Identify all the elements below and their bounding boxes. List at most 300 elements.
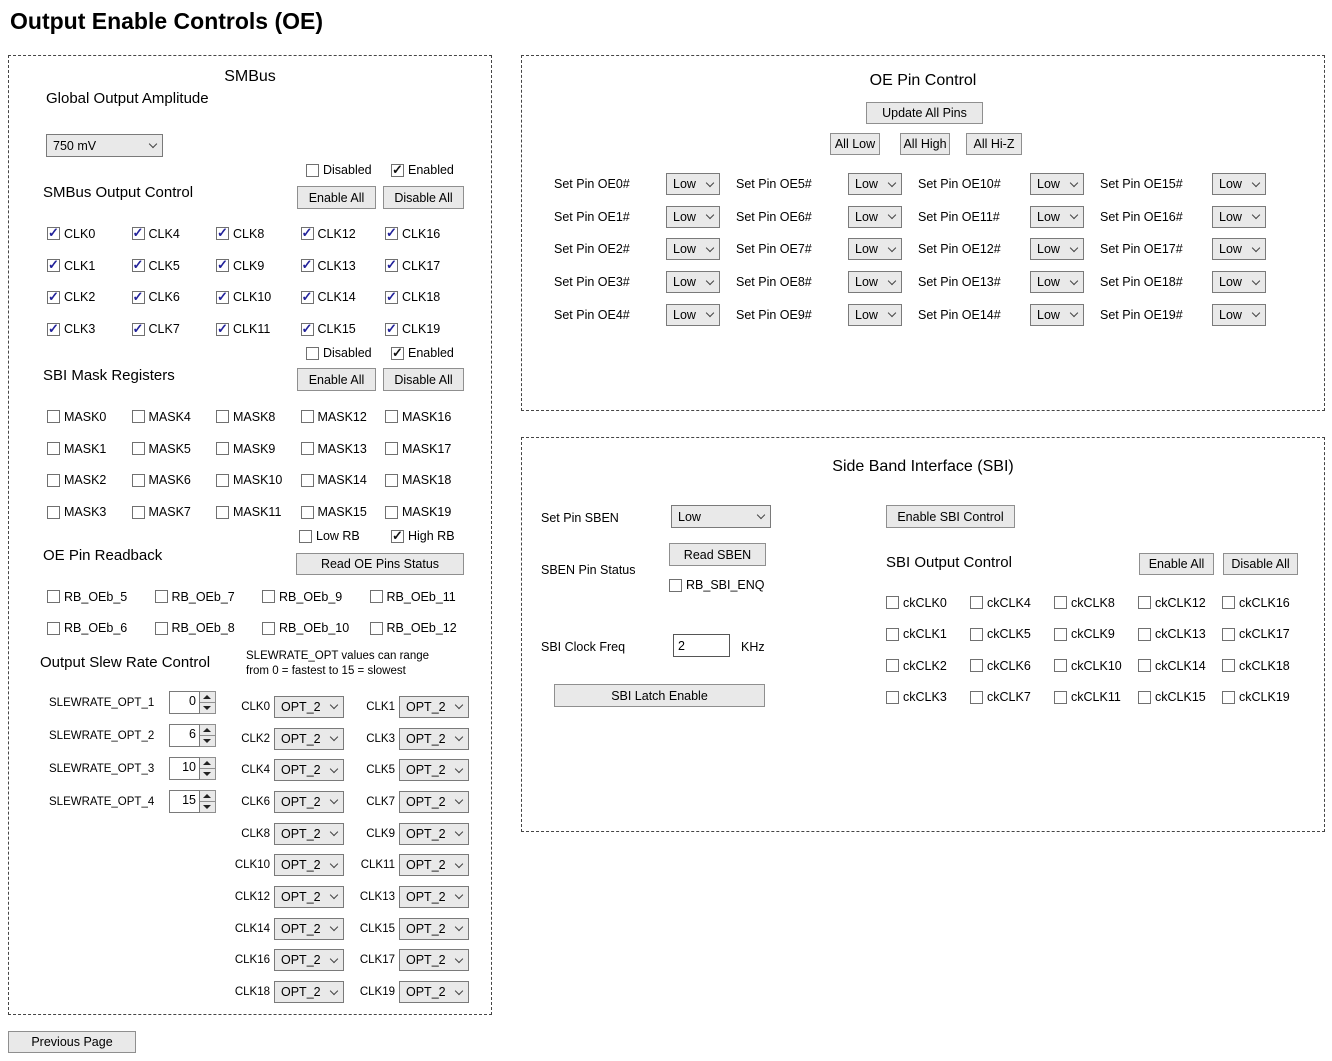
oe-pin-state-select[interactable] bbox=[1030, 206, 1084, 228]
sbi-disable-all-button[interactable]: Disable All bbox=[1223, 553, 1298, 575]
sbi-enable-all-button[interactable]: Enable All bbox=[1139, 553, 1214, 575]
high-rb-checkbox[interactable] bbox=[391, 529, 455, 543]
checkbox[interactable] bbox=[886, 596, 899, 609]
checkbox[interactable] bbox=[47, 474, 60, 487]
oe-pin-state-select[interactable] bbox=[1030, 238, 1084, 260]
checkbox-item[interactable] bbox=[385, 410, 470, 424]
checkbox-item[interactable] bbox=[1222, 596, 1306, 610]
oe-pin-state-select[interactable] bbox=[1030, 173, 1084, 195]
global-output-amplitude-label: Global Output Amplitude bbox=[46, 90, 209, 107]
slewrate-spinner-column bbox=[49, 686, 216, 818]
checkbox-label: MASK18 bbox=[402, 473, 452, 488]
chevron-down-icon bbox=[706, 179, 714, 187]
slew-opt-select[interactable] bbox=[274, 918, 344, 940]
slew-opt-value: OPT_2 bbox=[281, 985, 321, 1000]
checkbox[interactable] bbox=[1138, 596, 1151, 609]
checkbox[interactable] bbox=[385, 474, 398, 487]
checkbox-item[interactable] bbox=[47, 322, 132, 336]
slew-opt-select[interactable] bbox=[274, 949, 344, 971]
checkbox-item[interactable] bbox=[370, 621, 478, 635]
checkbox[interactable] bbox=[385, 227, 398, 240]
checkbox[interactable] bbox=[886, 628, 899, 641]
checkbox-item[interactable] bbox=[1054, 659, 1138, 673]
sben-pin-status-label: SBEN Pin Status bbox=[541, 563, 636, 577]
checkbox-item[interactable] bbox=[155, 621, 263, 635]
checkbox-item[interactable] bbox=[1054, 690, 1138, 704]
checkbox[interactable] bbox=[1222, 659, 1235, 672]
chevron-down-icon bbox=[330, 764, 338, 772]
checkbox-item[interactable] bbox=[47, 259, 132, 273]
checkbox[interactable] bbox=[1054, 691, 1067, 704]
checkbox[interactable] bbox=[132, 410, 145, 423]
spin-down-icon[interactable] bbox=[200, 769, 215, 779]
spinner-arrows[interactable] bbox=[200, 691, 216, 714]
slew-opt-select[interactable] bbox=[399, 759, 469, 781]
oe-pin-state-select[interactable] bbox=[848, 173, 902, 195]
checkbox[interactable] bbox=[216, 227, 229, 240]
checkbox[interactable] bbox=[1054, 596, 1067, 609]
checkbox-item[interactable] bbox=[262, 590, 370, 604]
slew-opt-select[interactable] bbox=[274, 823, 344, 845]
checkbox[interactable] bbox=[1054, 628, 1067, 641]
checkbox-item[interactable] bbox=[132, 442, 217, 456]
checkbox-label: MASK3 bbox=[64, 505, 107, 520]
slew-clk-label: CLK10 bbox=[234, 859, 270, 872]
checkbox-label: RB_OEb_11 bbox=[386, 589, 456, 604]
oe-pin-state-value: Low bbox=[855, 307, 878, 322]
checkbox-item[interactable] bbox=[155, 590, 263, 604]
mask-enabled-checkbox[interactable] bbox=[391, 346, 454, 360]
oe-pin-state-select[interactable] bbox=[1212, 206, 1266, 228]
checkbox-item[interactable] bbox=[301, 410, 386, 424]
checkbox-item[interactable] bbox=[1138, 627, 1222, 641]
chevron-down-icon bbox=[757, 511, 765, 519]
checkbox[interactable] bbox=[262, 590, 275, 603]
checkbox[interactable] bbox=[47, 622, 60, 635]
slew-opt-select[interactable] bbox=[274, 791, 344, 813]
oe-pin-state-select[interactable] bbox=[848, 304, 902, 326]
checkbox-item[interactable] bbox=[216, 442, 301, 456]
chevron-down-icon bbox=[1252, 244, 1260, 252]
chevron-down-icon bbox=[1252, 276, 1260, 284]
checkbox[interactable] bbox=[216, 442, 229, 455]
checkbox-label: RB_OEb_8 bbox=[171, 621, 235, 636]
slew-clk-row bbox=[353, 823, 469, 845]
slew-opt-value: OPT_2 bbox=[281, 921, 321, 936]
checkbox-item[interactable] bbox=[1222, 659, 1306, 673]
checkbox[interactable] bbox=[132, 442, 145, 455]
checkbox[interactable] bbox=[301, 291, 314, 304]
slew-clk-row bbox=[353, 949, 469, 971]
slew-opt-select[interactable] bbox=[399, 981, 469, 1003]
smbus-enabled-checkbox[interactable] bbox=[391, 163, 454, 177]
spin-up-icon[interactable] bbox=[200, 791, 215, 802]
spin-down-icon[interactable] bbox=[200, 703, 215, 713]
checkbox-item[interactable] bbox=[1222, 627, 1306, 641]
checkbox-item[interactable] bbox=[886, 690, 970, 704]
oe-pin-state-value: Low bbox=[855, 209, 878, 224]
chevron-down-icon bbox=[888, 276, 896, 284]
slew-opt-select[interactable] bbox=[399, 854, 469, 876]
checkbox-item[interactable] bbox=[132, 290, 217, 304]
checkbox-item[interactable] bbox=[886, 596, 970, 610]
all-low-button[interactable]: All Low bbox=[830, 133, 880, 155]
checkbox-label: ckCLK11 bbox=[1071, 690, 1121, 705]
checkbox-item[interactable] bbox=[47, 590, 155, 604]
checkbox[interactable] bbox=[301, 442, 314, 455]
oe-pin-label: Set Pin OE7# bbox=[736, 242, 812, 257]
checkbox[interactable] bbox=[47, 506, 60, 519]
checkbox-label: ckCLK2 bbox=[903, 658, 947, 673]
slewrate-spinner-label: SLEWRATE_OPT_1 bbox=[49, 696, 155, 709]
checkbox[interactable] bbox=[262, 622, 275, 635]
oe-pin-control-panel bbox=[521, 55, 1325, 411]
checkbox[interactable] bbox=[132, 506, 145, 519]
oe-pin-label: Set Pin OE16# bbox=[1100, 209, 1183, 224]
checkbox-item[interactable] bbox=[132, 322, 217, 336]
checkbox-label: ckCLK19 bbox=[1239, 690, 1290, 705]
checkbox-item[interactable] bbox=[886, 627, 970, 641]
slew-opt-select[interactable] bbox=[399, 823, 469, 845]
oe-pin-state-select[interactable] bbox=[848, 271, 902, 293]
checkbox-item[interactable] bbox=[370, 590, 478, 604]
checkbox[interactable] bbox=[301, 474, 314, 487]
checkbox[interactable] bbox=[370, 622, 383, 635]
checkbox-item[interactable] bbox=[385, 227, 470, 241]
checkbox[interactable] bbox=[132, 259, 145, 272]
slew-opt-select[interactable] bbox=[274, 886, 344, 908]
checkbox-item[interactable] bbox=[301, 259, 386, 273]
checkbox-item[interactable] bbox=[301, 505, 386, 519]
checkbox-item[interactable] bbox=[216, 322, 301, 336]
slew-opt-value: OPT_2 bbox=[281, 763, 321, 778]
checkbox[interactable] bbox=[1138, 691, 1151, 704]
spin-up-icon[interactable] bbox=[200, 758, 215, 769]
smbus-panel bbox=[8, 55, 492, 1015]
slew-clk-label: CLK19 bbox=[359, 986, 395, 999]
mask-enable-all-button[interactable]: Enable All bbox=[297, 368, 376, 391]
checkbox-item[interactable] bbox=[1222, 690, 1306, 704]
checkbox[interactable] bbox=[385, 291, 398, 304]
checkbox-item[interactable] bbox=[1054, 596, 1138, 610]
checkbox-item[interactable] bbox=[301, 442, 386, 456]
oe-pin-state-value: Low bbox=[673, 307, 696, 322]
checkbox-item[interactable] bbox=[47, 473, 132, 487]
all-high-button[interactable]: All High bbox=[900, 133, 950, 155]
checkbox[interactable] bbox=[306, 164, 319, 177]
checkbox-item[interactable] bbox=[216, 290, 301, 304]
low-rb-checkbox[interactable] bbox=[299, 529, 360, 543]
spin-up-icon[interactable] bbox=[200, 692, 215, 703]
oe-pin-state-select[interactable] bbox=[1030, 304, 1084, 326]
chevron-down-icon bbox=[1070, 276, 1078, 284]
checkbox[interactable] bbox=[216, 506, 229, 519]
spin-up-icon[interactable] bbox=[200, 725, 215, 736]
checkbox-item[interactable] bbox=[132, 505, 217, 519]
read-oe-pins-status-button[interactable]: Read OE Pins Status bbox=[296, 553, 464, 575]
checkbox[interactable] bbox=[370, 590, 383, 603]
checkbox[interactable] bbox=[385, 259, 398, 272]
rb-oeb-checkbox-grid bbox=[47, 581, 477, 644]
chevron-down-icon bbox=[330, 891, 338, 899]
checkbox-item[interactable] bbox=[47, 442, 132, 456]
set-pin-sben-select[interactable] bbox=[671, 505, 771, 528]
oe-pin-row bbox=[736, 271, 902, 293]
oe-pin-label: Set Pin OE18# bbox=[1100, 275, 1183, 290]
checkbox-label: MASK17 bbox=[402, 441, 452, 456]
checkbox[interactable] bbox=[301, 259, 314, 272]
oe-pin-row bbox=[918, 271, 1084, 293]
oe-pin-state-select[interactable] bbox=[666, 304, 720, 326]
slew-opt-select[interactable] bbox=[399, 886, 469, 908]
checkbox[interactable] bbox=[669, 579, 682, 592]
oe-pin-state-select[interactable] bbox=[1212, 173, 1266, 195]
chevron-down-icon bbox=[330, 955, 338, 963]
checkbox-item[interactable] bbox=[132, 227, 217, 241]
checkbox[interactable] bbox=[385, 323, 398, 336]
checkbox-label: CLK15 bbox=[317, 322, 356, 337]
ckclk-checkbox-grid bbox=[886, 587, 1306, 713]
checkbox-item[interactable] bbox=[970, 659, 1054, 673]
checkbox[interactable] bbox=[155, 622, 168, 635]
checkbox-label: RB_OEb_6 bbox=[64, 621, 128, 636]
checkbox[interactable] bbox=[306, 347, 319, 360]
slewrate-spinner[interactable] bbox=[169, 724, 216, 747]
mask-disable-all-button[interactable]: Disable All bbox=[383, 368, 464, 391]
smbus-disabled-checkbox[interactable] bbox=[306, 163, 372, 177]
checkbox[interactable] bbox=[301, 506, 314, 519]
spin-down-icon[interactable] bbox=[200, 802, 215, 812]
oe-pin-state-select[interactable] bbox=[666, 173, 720, 195]
previous-page-button[interactable]: Previous Page bbox=[8, 1031, 136, 1053]
sbi-latch-enable-button[interactable]: SBI Latch Enable bbox=[554, 684, 765, 707]
checkbox[interactable] bbox=[970, 596, 983, 609]
checkbox[interactable] bbox=[47, 259, 60, 272]
checkbox-item[interactable] bbox=[301, 322, 386, 336]
checkbox[interactable] bbox=[132, 323, 145, 336]
checkbox[interactable] bbox=[1222, 691, 1235, 704]
checkbox-label: MASK1 bbox=[64, 441, 107, 456]
slew-clk-row bbox=[228, 823, 344, 845]
checkbox[interactable] bbox=[132, 474, 145, 487]
checkbox[interactable] bbox=[301, 323, 314, 336]
checkbox-item[interactable] bbox=[47, 410, 132, 424]
checkbox-label: ckCLK6 bbox=[987, 658, 1031, 673]
slew-opt-select[interactable] bbox=[399, 728, 469, 750]
slew-opt-select[interactable] bbox=[399, 949, 469, 971]
mask-disabled-checkbox[interactable] bbox=[306, 346, 372, 360]
chevron-down-icon bbox=[1070, 211, 1078, 219]
checkbox[interactable] bbox=[391, 530, 404, 543]
chevron-down-icon bbox=[455, 733, 463, 741]
slew-opt-select[interactable] bbox=[399, 791, 469, 813]
checkbox[interactable] bbox=[216, 323, 229, 336]
slew-clk-label: CLK12 bbox=[234, 890, 270, 903]
checkbox-item[interactable] bbox=[385, 442, 470, 456]
slew-clk-row bbox=[353, 759, 469, 781]
checkbox[interactable] bbox=[47, 291, 60, 304]
read-sben-button[interactable]: Read SBEN bbox=[669, 543, 766, 566]
slew-clk-row bbox=[228, 918, 344, 940]
spinner-arrows[interactable] bbox=[200, 790, 216, 813]
slew-opt-value: OPT_2 bbox=[406, 826, 446, 841]
checkbox[interactable] bbox=[886, 659, 899, 672]
checkbox[interactable] bbox=[216, 474, 229, 487]
checkbox[interactable] bbox=[216, 259, 229, 272]
slew-opt-select[interactable] bbox=[274, 759, 344, 781]
slew-opt-select[interactable] bbox=[274, 696, 344, 718]
oe-pin-state-select[interactable] bbox=[1212, 271, 1266, 293]
checkbox-item[interactable] bbox=[216, 473, 301, 487]
checkbox-item[interactable] bbox=[301, 227, 386, 241]
checkbox-label: CLK1 bbox=[64, 258, 96, 273]
oe-pin-state-value: Low bbox=[673, 209, 696, 224]
checkbox[interactable] bbox=[970, 659, 983, 672]
spinner-arrows[interactable] bbox=[200, 757, 216, 780]
checkbox[interactable] bbox=[47, 323, 60, 336]
slew-opt-value: OPT_2 bbox=[406, 763, 446, 778]
oe-pin-row bbox=[1100, 238, 1266, 260]
checkbox-item[interactable] bbox=[886, 659, 970, 673]
checkbox-label: Enabled bbox=[408, 163, 454, 177]
spin-down-icon[interactable] bbox=[200, 736, 215, 746]
checkbox-item[interactable] bbox=[132, 259, 217, 273]
checkbox[interactable] bbox=[47, 590, 60, 603]
checkbox-item[interactable] bbox=[970, 690, 1054, 704]
checkbox-item[interactable] bbox=[47, 621, 155, 635]
oe-pin-state-select[interactable] bbox=[848, 238, 902, 260]
slew-opt-value: OPT_2 bbox=[281, 953, 321, 968]
oe-pin-state-select[interactable] bbox=[666, 206, 720, 228]
checkbox-label: CLK16 bbox=[402, 226, 441, 241]
checkbox[interactable] bbox=[216, 291, 229, 304]
slew-clk-row bbox=[228, 886, 344, 908]
oe-pin-label: Set Pin OE5# bbox=[736, 177, 812, 192]
checkbox[interactable] bbox=[385, 506, 398, 519]
global-output-amplitude-select[interactable] bbox=[46, 134, 163, 157]
checkbox[interactable] bbox=[970, 628, 983, 641]
checkbox[interactable] bbox=[385, 410, 398, 423]
oe-pin-state-select[interactable] bbox=[1030, 271, 1084, 293]
checkbox-label: CLK19 bbox=[402, 322, 441, 337]
checkbox[interactable] bbox=[47, 227, 60, 240]
sbi-output-control-label: SBI Output Control bbox=[886, 554, 1012, 571]
enable-sbi-control-button[interactable]: Enable SBI Control bbox=[886, 505, 1015, 528]
slew-opt-value: OPT_2 bbox=[406, 794, 446, 809]
checkbox[interactable] bbox=[155, 590, 168, 603]
slew-opt-select[interactable] bbox=[274, 728, 344, 750]
checkbox[interactable] bbox=[47, 410, 60, 423]
checkbox[interactable] bbox=[132, 227, 145, 240]
oe-pin-state-value: Low bbox=[1037, 177, 1060, 192]
slew-opt-select[interactable] bbox=[399, 918, 469, 940]
update-all-pins-button[interactable]: Update All Pins bbox=[866, 102, 983, 124]
slewrate-spinner[interactable] bbox=[169, 757, 216, 780]
oe-pin-state-select[interactable] bbox=[666, 238, 720, 260]
chevron-down-icon bbox=[1070, 179, 1078, 187]
checkbox[interactable] bbox=[1222, 628, 1235, 641]
checkbox-item[interactable] bbox=[301, 290, 386, 304]
checkbox-label: ckCLK17 bbox=[1239, 627, 1290, 642]
checkbox[interactable] bbox=[385, 442, 398, 455]
spinner-arrows[interactable] bbox=[200, 724, 216, 747]
slew-opt-value: OPT_2 bbox=[281, 889, 321, 904]
checkbox-item[interactable] bbox=[970, 627, 1054, 641]
checkbox-item[interactable] bbox=[262, 621, 370, 635]
oe-pin-state-select[interactable] bbox=[666, 271, 720, 293]
checkbox[interactable] bbox=[1054, 659, 1067, 672]
checkbox-label: RB_OEb_5 bbox=[64, 589, 128, 604]
slew-opt-value: OPT_2 bbox=[281, 794, 321, 809]
checkbox[interactable] bbox=[216, 410, 229, 423]
checkbox-item[interactable] bbox=[301, 473, 386, 487]
checkbox-item[interactable] bbox=[1138, 659, 1222, 673]
rb-sbi-enq-checkbox[interactable] bbox=[669, 578, 765, 592]
checkbox-item[interactable] bbox=[385, 259, 470, 273]
checkbox-item[interactable] bbox=[385, 473, 470, 487]
oe-pin-state-select[interactable] bbox=[1212, 304, 1266, 326]
checkbox-item[interactable] bbox=[385, 505, 470, 519]
smbus-disable-all-button[interactable]: Disable All bbox=[383, 186, 464, 209]
oe-pin-state-select[interactable] bbox=[848, 206, 902, 228]
checkbox[interactable] bbox=[1222, 596, 1235, 609]
checkbox-item[interactable] bbox=[47, 505, 132, 519]
checkbox-item[interactable] bbox=[216, 259, 301, 273]
checkbox[interactable] bbox=[299, 530, 312, 543]
slew-opt-select[interactable] bbox=[399, 696, 469, 718]
output-slew-rate-control-label: Output Slew Rate Control bbox=[40, 654, 211, 671]
checkbox-item[interactable] bbox=[47, 227, 132, 241]
slewrate-spinner[interactable] bbox=[169, 691, 216, 714]
global-output-amplitude-value: 750 mV bbox=[53, 138, 97, 153]
checkbox-item[interactable] bbox=[216, 227, 301, 241]
all-hiz-button[interactable]: All Hi-Z bbox=[966, 133, 1022, 155]
checkbox-item[interactable] bbox=[970, 596, 1054, 610]
oe-pin-readback-label: OE Pin Readback bbox=[43, 547, 163, 564]
oe-pin-label: Set Pin OE19# bbox=[1100, 307, 1183, 322]
checkbox-item[interactable] bbox=[1138, 596, 1222, 610]
checkbox[interactable] bbox=[1138, 628, 1151, 641]
checkbox-item[interactable] bbox=[216, 410, 301, 424]
checkbox-item[interactable] bbox=[216, 505, 301, 519]
oe-pin-state-select[interactable] bbox=[1212, 238, 1266, 260]
checkbox-item[interactable] bbox=[385, 290, 470, 304]
checkbox-item[interactable] bbox=[1054, 627, 1138, 641]
slewrate-spinner[interactable] bbox=[169, 790, 216, 813]
checkbox[interactable] bbox=[301, 410, 314, 423]
checkbox[interactable] bbox=[132, 291, 145, 304]
oe-pin-state-value: Low bbox=[673, 242, 696, 257]
checkbox[interactable] bbox=[47, 442, 60, 455]
oe-pin-row bbox=[1100, 304, 1266, 326]
checkbox-item[interactable] bbox=[132, 473, 217, 487]
checkbox[interactable] bbox=[970, 691, 983, 704]
slew-opt-select[interactable] bbox=[274, 981, 344, 1003]
sbi-clock-freq-input[interactable] bbox=[673, 634, 730, 657]
checkbox-item[interactable] bbox=[385, 322, 470, 336]
checkbox-item[interactable] bbox=[132, 410, 217, 424]
slew-opt-select[interactable] bbox=[274, 854, 344, 876]
checkbox-item[interactable] bbox=[47, 290, 132, 304]
checkbox[interactable] bbox=[1138, 659, 1151, 672]
checkbox-item[interactable] bbox=[1138, 690, 1222, 704]
checkbox[interactable] bbox=[301, 227, 314, 240]
checkbox[interactable] bbox=[886, 691, 899, 704]
checkbox[interactable] bbox=[391, 164, 404, 177]
smbus-enable-all-button[interactable]: Enable All bbox=[297, 186, 376, 209]
slewrate-spinner-value: 15 bbox=[169, 790, 200, 813]
checkbox[interactable] bbox=[391, 347, 404, 360]
